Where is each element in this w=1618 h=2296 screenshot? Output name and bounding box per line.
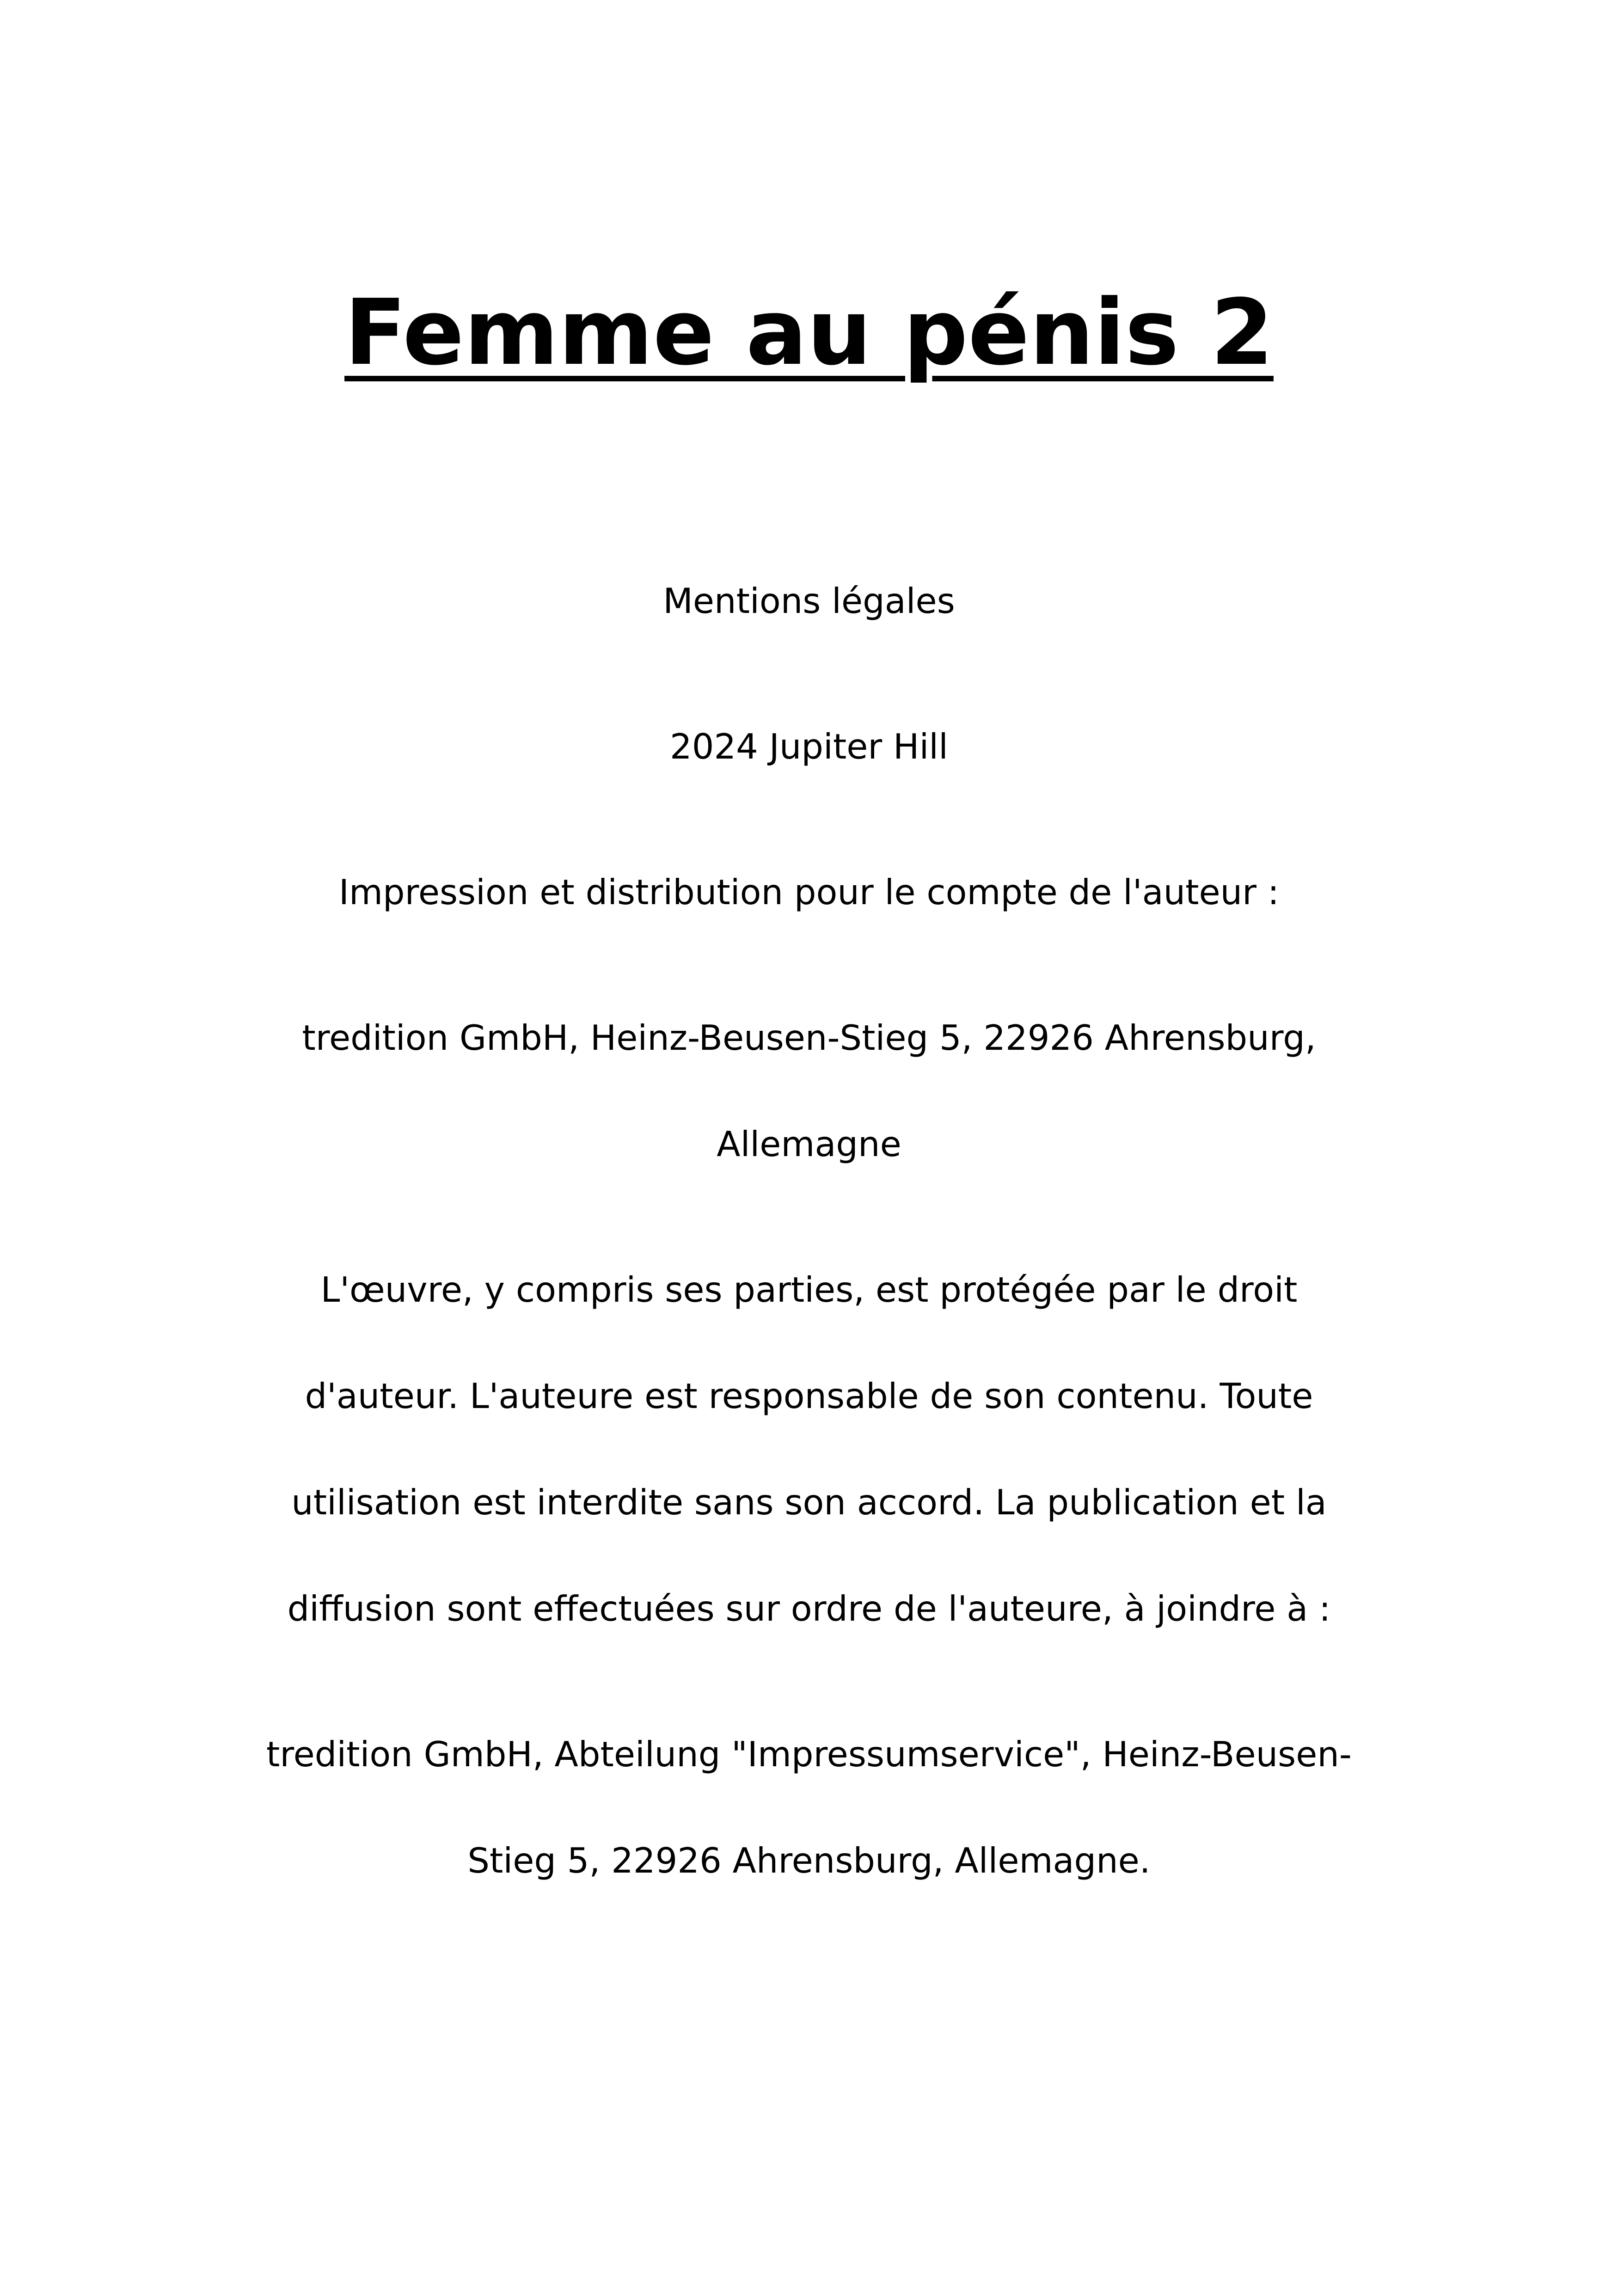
rights-paragraph-4: diffusion sont effectuées sur ordre de l'auteure, à joindre à : xyxy=(287,1588,1331,1629)
contact-address-1: tredition GmbH, Abteilung "Impressumservice", Heinz-Beusen- xyxy=(266,1734,1352,1775)
rights-paragraph-3: utilisation est interdite sans son accord. La publication et la xyxy=(291,1482,1327,1523)
document-title: Femme au pénis 2 xyxy=(344,280,1274,386)
publisher-address-1: tredition GmbH, Heinz-Beusen-Stieg 5, 22926 Ahrensburg, xyxy=(302,1017,1316,1058)
rights-paragraph-1: L'œuvre, y compris ses parties, est protégée par le droit xyxy=(320,1269,1298,1310)
legal-heading: Mentions légales xyxy=(663,581,955,621)
publisher-address-2: Allemagne xyxy=(717,1124,901,1164)
printing-line: Impression et distribution pour le compte de l'auteur : xyxy=(338,872,1280,912)
copyright-line: 2024 Jupiter Hill xyxy=(670,726,948,767)
contact-address-2: Stieg 5, 22926 Ahrensburg, Allemagne. xyxy=(467,1840,1151,1881)
rights-paragraph-2: d'auteur. L'auteure est responsable de son contenu. Toute xyxy=(305,1376,1313,1416)
